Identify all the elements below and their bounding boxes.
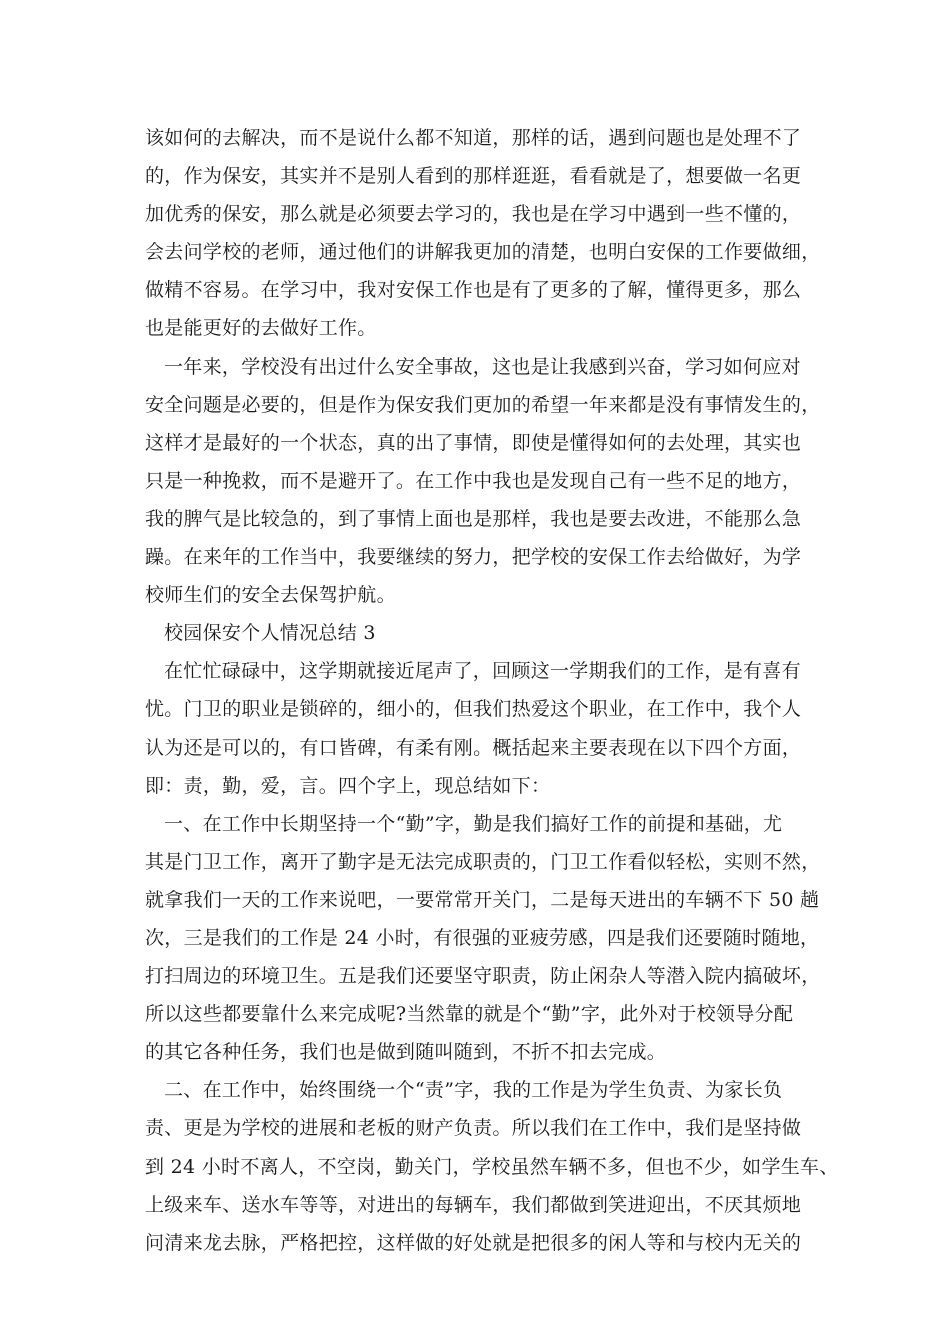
text-line: 到 24 小时不离人，不空岗，勤关门，学校虽然车辆不多，但也不少，如学生车、: [145, 1155, 839, 1178]
text-line: 安全问题是必要的，但是作为保安我们更加的希望一年来都是没有事情发生的，: [145, 393, 821, 416]
text-line: 打扫周边的环境卫生。五是我们还要坚守职责，防止闲杂人等潜入院内搞破坏，: [145, 965, 821, 988]
text-line: 就拿我们一天的工作来说吧，一要常常开关门，二是每天进出的车辆不下 50 趟: [145, 888, 820, 911]
text-line: 校师生们的安全去保驾护航。: [145, 584, 396, 607]
document-body: [145, 119, 845, 1262]
text-line: 只是一种挽救，而不是避开了。在工作中我也是发现自己有一些不足的地方，: [145, 469, 802, 492]
text-line: 上级来车、送水车等等，对进出的每辆车，我们都做到笑进迎出，不厌其烦地: [145, 1193, 802, 1216]
text-line: 加优秀的保安，那么就是必须要去学习的，我也是在学习中遇到一些不懂的，: [145, 203, 802, 226]
text-line: 也是能更好的去做好工作。: [145, 317, 377, 340]
text-line: 忧。门卫的职业是锁碎的，细小的，但我们热爱这个职业，在工作中，我个人: [145, 698, 802, 721]
text-line: 的其它各种任务，我们也是做到随叫随到，不折不扣去完成。: [145, 1041, 667, 1064]
text-line: 这样才是最好的一个状态，真的出了事情，即使是懂得如何的去处理，其实也: [145, 431, 802, 454]
text-line: 次，三是我们的工作是 24 小时，有很强的亚疲劳感，四是我们还要随时随地，: [145, 926, 820, 949]
text-line: 该如何的去解决，而不是说什么都不知道，那样的话，遇到问题也是处理不了: [145, 127, 802, 149]
text-line: 其是门卫工作，离开了勤字是无法完成职责的，门卫工作看似轻松，实则不然，: [145, 850, 821, 873]
text-line: 的，作为保安，其实并不是别人看到的那样逛逛，看看就是了，想要做一名更: [145, 165, 802, 188]
text-line: 问清来龙去脉，严格把控，这样做的好处就是把很多的闲人等和与校内无关的: [145, 1231, 802, 1254]
text-line: 做精不容易。在学习中，我对安保工作也是有了更多的了解，懂得更多，那么: [145, 279, 802, 302]
text-line: 一、在工作中长期坚持一个“勤”字，勤是我们搞好工作的前提和基础，尤: [164, 812, 783, 835]
text-line: 责、更是为学校的进展和老板的财产负责。所以我们在工作中，我们是坚持做: [145, 1117, 802, 1140]
text-line: 所以这些都要靠什么来完成呢?当然靠的就是个“勤”字，此外对于校领导分配: [145, 1003, 794, 1026]
text-line: 在忙忙碌碌中，这学期就接近尾声了，回顾这一学期我们的工作，是有喜有: [164, 660, 801, 683]
text-line: 会去问学校的老师，通过他们的讲解我更加的清楚，也明白安保的工作要做细，: [145, 241, 821, 264]
text-line: 二、在工作中，始终围绕一个“责”字，我的工作是为学生负责、为家长负: [164, 1079, 783, 1102]
text-line: 校园保安个人情况总结 3: [164, 622, 376, 645]
text-line: 一年来，学校没有出过什么安全事故，这也是让我感到兴奋，学习如何应对: [164, 355, 801, 378]
text-line: 即：责，勤，爱，言。四个字上，现总结如下：: [145, 774, 551, 797]
text-line: 我的脾气是比较急的，到了事情上面也是那样，我也是要去改进，不能那么急: [145, 507, 802, 530]
text-line: 躁。在来年的工作当中，我要继续的努力，把学校的安保工作去给做好，为学: [145, 546, 802, 569]
text-line: 认为还是可以的，有口皆碑，有柔有刚。概括起来主要表现在以下四个方面，: [145, 736, 802, 759]
